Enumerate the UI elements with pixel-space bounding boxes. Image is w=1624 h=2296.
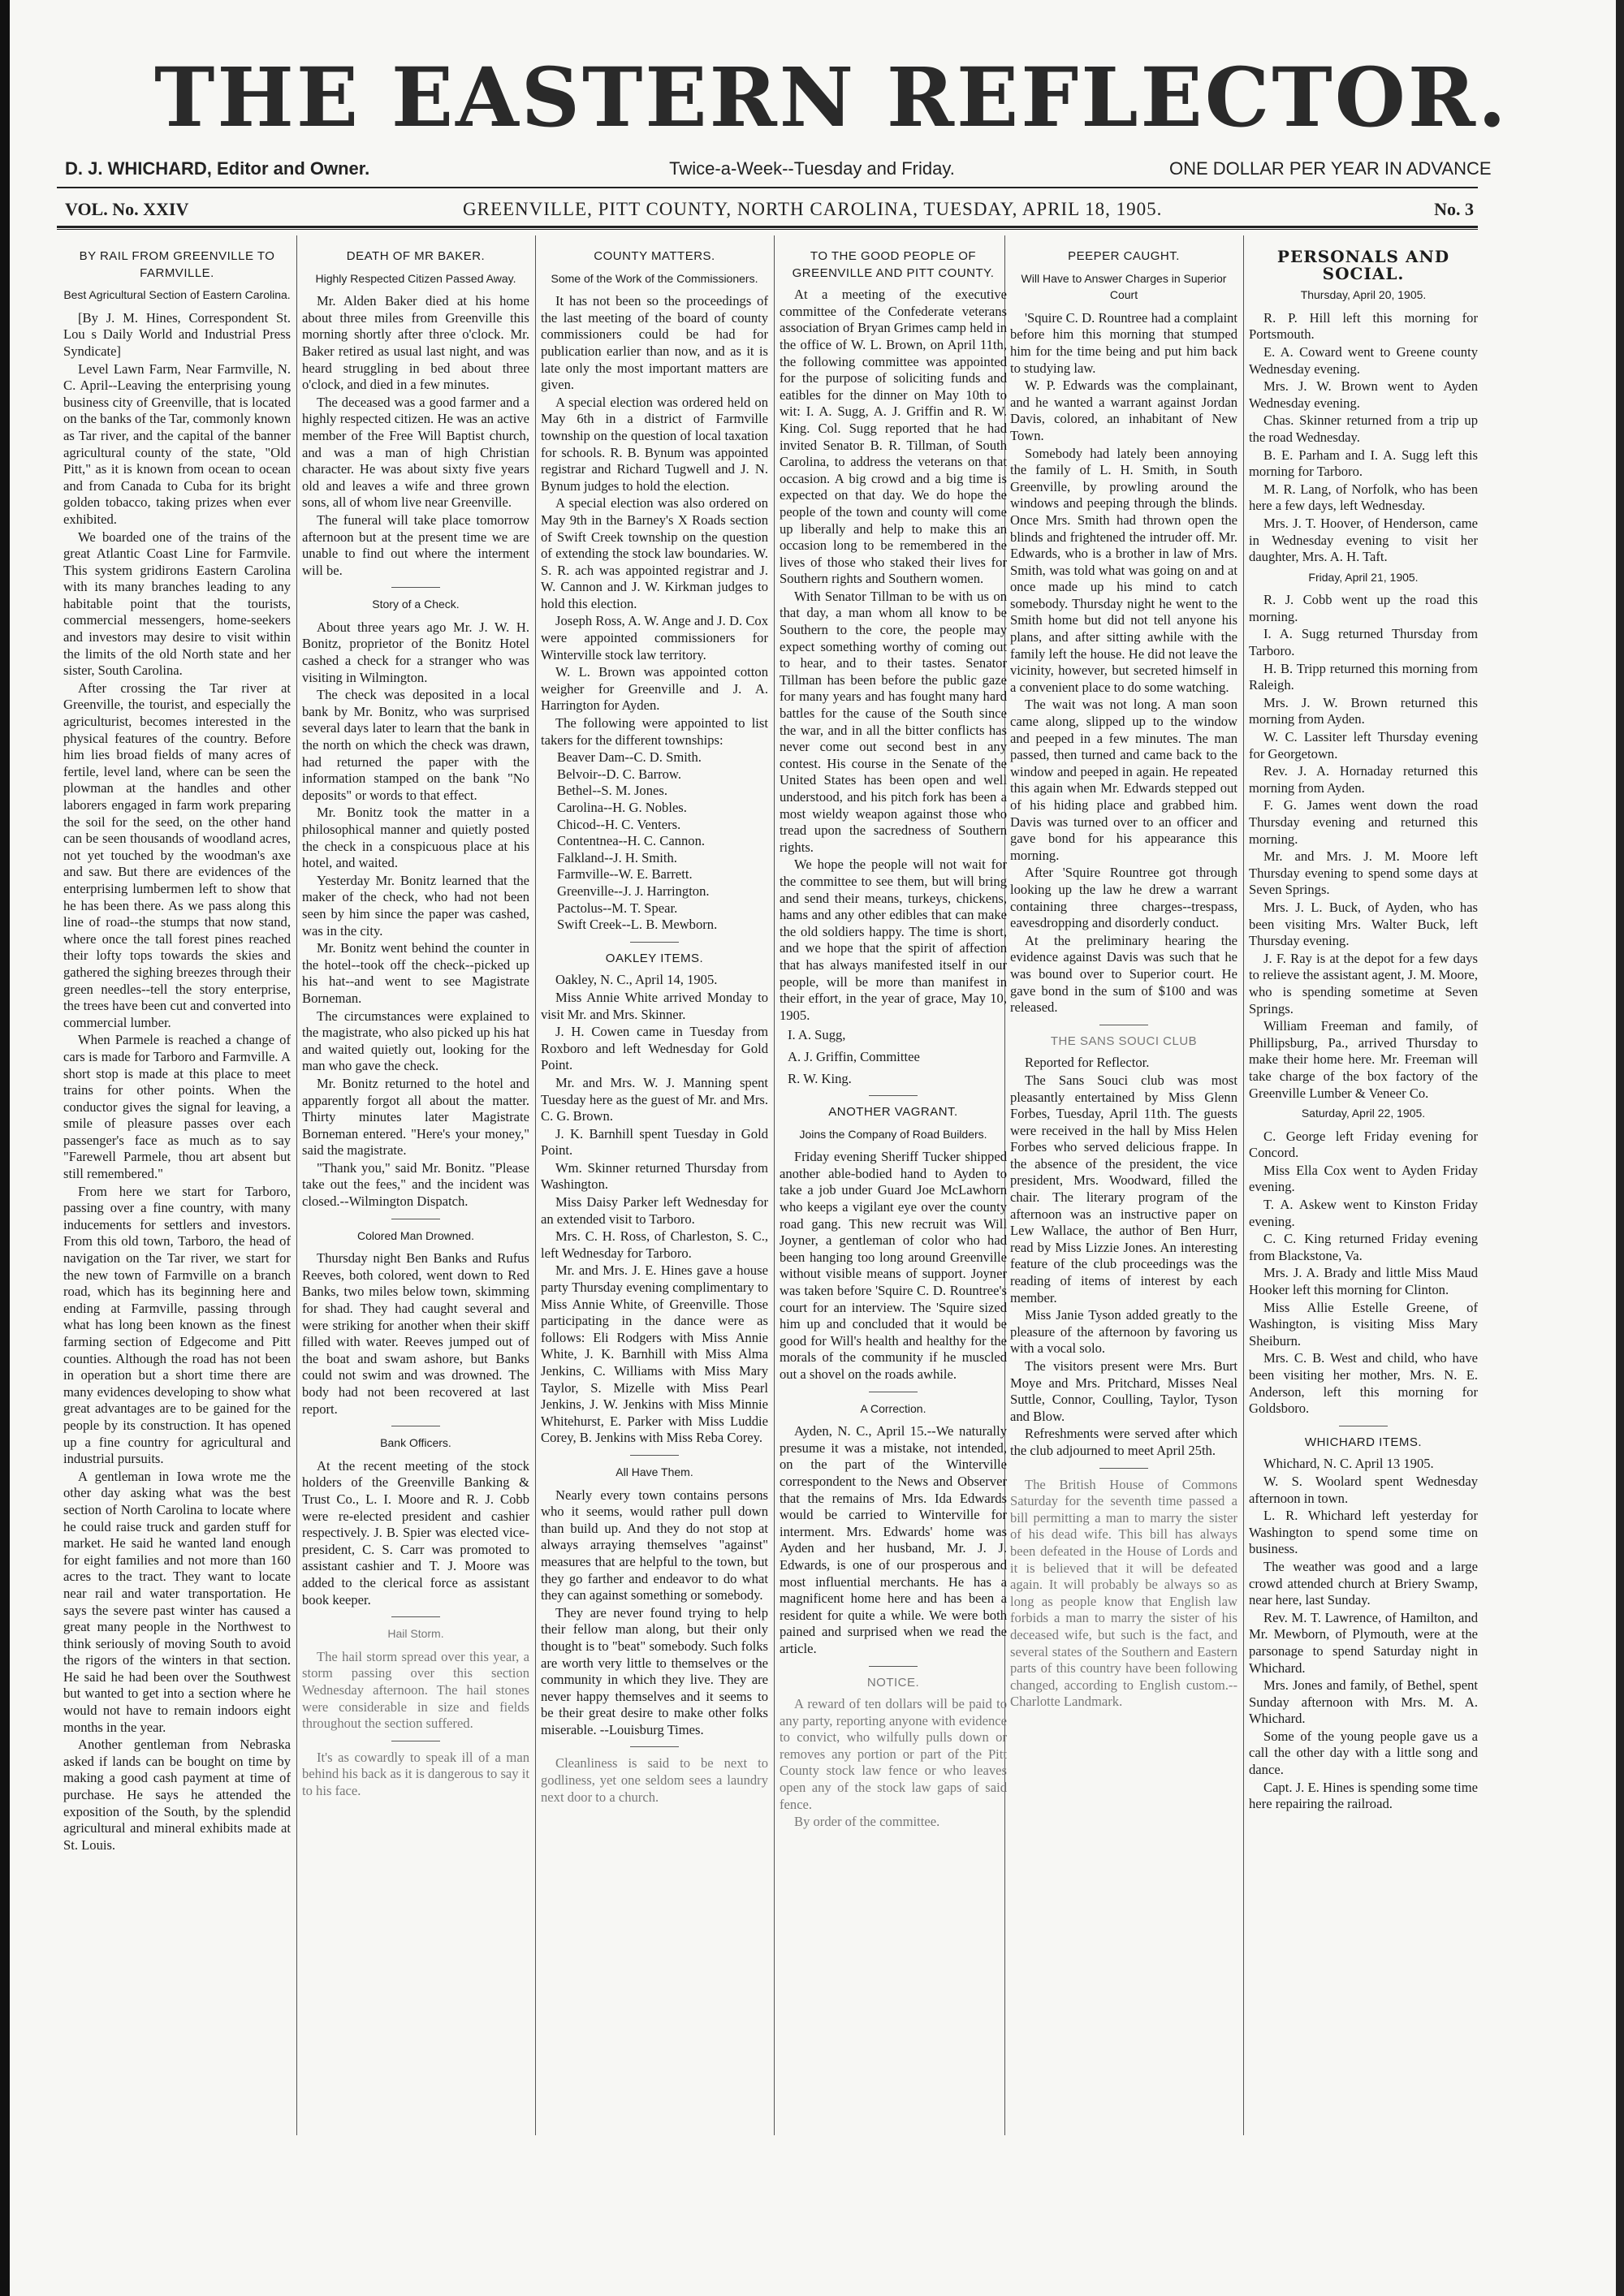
article-body: [1010, 310, 1237, 1016]
paragraph: Mrs. C. B. West and child, who have been visiting her mother, Mrs. N. E. Anderson, left this morning for Goldsboro.: [1249, 1350, 1478, 1417]
article-headline: BY RAIL FROM GREENVILLE TO FARMVILLE.: [79, 249, 275, 280]
column-rule: [296, 235, 297, 2135]
paragraph: C. George left Friday evening for Concord.: [1249, 1128, 1478, 1161]
paragraph: Chicod--H. C. Venters.: [557, 816, 681, 832]
article-headline: TO THE GOOD PEOPLE OF GREENVILLE AND PITT COUNTY.: [792, 249, 995, 280]
paragraph: By order of the committee.: [794, 1814, 940, 1830]
paragraph: The circumstances were explained to the magistrate, who also picked up his hat and waited quietly out, looking for the man who gave the check.: [302, 1008, 529, 1074]
issue-number: No. 3: [1434, 199, 1474, 219]
paragraph: W. S. Woolard spent Wednesday afternoon in town.: [1249, 1473, 1478, 1506]
separator: [869, 1666, 918, 1667]
article-body: [541, 1487, 768, 1739]
paragraph: F. G. James went down the road Thursday evening and returned this morning.: [1249, 797, 1478, 847]
paragraph: W. C. Lassiter left Thursday evening for Georgetown.: [1249, 729, 1478, 762]
paragraph: E. A. Coward went to Greene county Wednesday evening.: [1249, 343, 1478, 377]
paragraph: Mr. Bonitz went behind the counter in the hotel--took off the check--picked up his hat--and went to see Magistrate Borneman.: [302, 940, 529, 1006]
committee-signatures: [780, 1027, 1007, 1087]
paragraph: The weather was good and a large crowd attended church at Briery Swamp, near here, last Sunday.: [1249, 1558, 1478, 1608]
article-body: [780, 1423, 1007, 1657]
article-headline: ANOTHER VAGRANT.: [828, 1105, 958, 1120]
article-headline: NOTICE.: [866, 1675, 920, 1690]
paragraph: Ayden, N. C., April 15.--We naturally presume it was a mistake, not intended, on the part of the Winterville correspondent to the News and Observer that the remains of Mrs. Ida Edwards would be carried to Winterville for interment. Mrs. Edwards' home was Ayden and her husband, Mr. J. J. Edwards, is one of our prosperous and most influential merchants. He has a magnificent home here and has been a resident for quite a while. We were both pained and surprised when we read the article.: [780, 1423, 1007, 1656]
filler-text: It's as cowardly to speak ill of a man behind his back as it is dangerous to say it to his face.: [302, 1749, 529, 1798]
article-body: [780, 1149, 1007, 1383]
column-rule: [1243, 235, 1244, 2135]
paragraph: A special election was ordered held on May 6th in a district of Farmville township on the question of local taxation for schools. R. B. Bynum was appointed registrar and Richard Tugwell and J. N. Bynum judges to hold the election.: [541, 394, 768, 494]
paragraph: I. A. Sugg,: [788, 1027, 846, 1043]
article-subhead: Some of the Work of the Commissioners.: [551, 271, 758, 285]
paragraph: A reward of ten dollars will be paid to any party, reporting anyone with evidence to convict, who wilfully pulls down or removes any portion or part of the Pitt County stock law fence or who leaves open any of the stock law gaps of said fence.: [780, 1696, 1007, 1812]
paragraph: W. P. Edwards was the complainant, and he wanted a warrant against Jordan Davis, colored, an inhabitant of New Town.: [1010, 378, 1237, 443]
column-1: [63, 242, 291, 2134]
paragraph: Mrs. C. H. Ross, of Charleston, S. C., left Wednesday for Tarboro.: [541, 1228, 768, 1261]
subscription-price: ONE DOLLAR PER YEAR IN ADVANCE: [1169, 158, 1492, 179]
paragraph: R. P. Hill left this morning for Portsmouth.: [1249, 309, 1478, 343]
article-body: [780, 1696, 1007, 1831]
paragraph: About three years ago Mr. J. W. H. Bonitz, proprietor of the Bonitz Hotel cashed a check for a stranger who was visiting in Wilmington.: [302, 619, 529, 685]
paragraph: The check was deposited in a local bank by Mr. Bonitz, who was surprised several days later to learn that the bank in the north on which the check was drawn, had returned the paper with the information stamped on the bank "No deposits" or words to that effect.: [302, 687, 529, 803]
date-heading: Thursday, April 20, 1905.: [1300, 288, 1427, 302]
paragraph: Contentnea--H. C. Cannon.: [557, 833, 706, 849]
article-subhead: Joins the Company of Road Builders.: [799, 1127, 987, 1141]
paragraph: The hail storm spread over this year, a storm passing over this section Wednesday afternoon. The hail stones were considerable in size and fields throughout the section suffered.: [302, 1648, 529, 1732]
paragraph: After 'Squire Rountree got through looking up the law he drew a warrant containing three charges--trespass, eavesdropping and disorderly conduct.: [1010, 865, 1237, 931]
paragraph: From here we start for Tarboro, passing over a fine country, with many inducements for settlers and investors. From this old town, Tarboro, the head of navigation on the Tar river, we start for the new town of Farmville on a branch road, which has its beginning here and ending at Farmville, passing through what has long been known as the finest farming section of Edgecome and Pitt counties. Although the road has not been in operation but a short time there are many evidences developing to show what great advantages are to be gained for the people by its construction. It has opened up a fine country for agricultural and industrial pursuits.: [63, 1183, 291, 1467]
paragraph: Mrs. J. A. Brady and little Miss Maud Hooker left this morning for Clinton.: [1249, 1265, 1478, 1298]
paragraph: We boarded one of the trains of the great Atlantic Coast Line for Farmvile. This system gridirons Eastern Carolina with its many branches leading to any habitable point that the tourists, commercial messengers, home-seekers and investors may desire to visit within the limits of the old North state and her sister, South Carolina.: [63, 529, 291, 679]
article-body: [780, 287, 1007, 1024]
paragraph: Yesterday Mr. Bonitz learned that the maker of the check, who had not been seen by him since the paper was cashed, was in the city.: [302, 872, 529, 939]
personal-items: [1249, 592, 1478, 1102]
paragraph: Mrs. J. L. Buck, of Ayden, who has been visiting Mrs. Walter Buck, left Thursday evening.: [1249, 899, 1478, 949]
paragraph: Farmville--W. E. Barrett.: [557, 866, 693, 883]
article-body: [541, 972, 768, 1447]
paragraph: The funeral will take place tomorrow afternoon but at the present time we are unable to find out where the interment will be.: [302, 511, 529, 578]
paragraph: With Senator Tillman to be with us on that day, a man whom all know to be Southern to the core, the people may expect something worthy of coming out to hear, and to their tastes. Senator Tillman has been before the public gaze for many years and has fought many hard battles for the cause of the South since the war, and in all the bitter conflicts has never come out second best in any contest. His course in the Senate of the United States has been open and well understood, and his pitch fork has been a most wieldy weapon against those who tread upon the sacredness of Southern rights.: [780, 588, 1007, 855]
article-body: [63, 361, 291, 1854]
paragraph: J. F. Ray is at the depot for a few days to relieve the assistant agent, J. M. Moore, who is spending sometime at Seven Springs.: [1249, 950, 1478, 1016]
paragraph: 'Squire C. D. Rountree had a complaint before him this morning that stumped him for the time being and put him back to studying law.: [1010, 309, 1237, 376]
separator: [630, 942, 679, 943]
article-headline: OAKLEY ITEMS.: [605, 951, 704, 965]
paragraph: W. L. Brown was appointed cotton weigher for Greenville and J. A. Harrington for Ayden.: [541, 664, 768, 714]
volume-number: VOL. No. XXIV: [65, 199, 189, 219]
paragraph: Belvoir--D. C. Barrow.: [557, 766, 681, 782]
article-headline: Hail Storm.: [387, 1627, 444, 1641]
article-headline: Bank Officers.: [380, 1436, 451, 1450]
article-headline: THE SANS SOUCI CLUB: [1050, 1034, 1198, 1048]
dateline-rule-thin: [57, 229, 1478, 230]
article-headline: All Have Them.: [615, 1465, 693, 1478]
byline: [By J. M. Hines, Correspondent St. Lou s Daily World and Industrial Press Syndicate]: [63, 309, 291, 359]
column-3: [541, 242, 768, 2134]
date-heading: Friday, April 21, 1905.: [1308, 570, 1419, 584]
column-6: [1249, 242, 1478, 2134]
paragraph: The visitors present were Mrs. Burt Moye and Mrs. Pritchard, Misses Neal Suttle, Connor, Coulling, Taylor, Tyson and Blow.: [1010, 1358, 1237, 1424]
paragraph: Mr. and Mrs. J. M. Moore left Thursday evening to spend some days at Seven Springs.: [1249, 848, 1478, 898]
article-subhead: Highly Respected Citizen Passed Away.: [315, 271, 516, 285]
date-heading: Saturday, April 22, 1905.: [1301, 1107, 1426, 1120]
paragraph: The wait was not long. A man soon came along, slipped up to the window and peeped in a few minutes. The man passed, then turned and came back to the window and peeped in again. He repeated this again when Mr. Edwards stepped out of his hiding place and grabbed him. Davis was turned over to an officer and gave bond for his appearance this morning.: [1010, 697, 1237, 863]
paragraph: Level Lawn Farm, Near Farmville, N. C. April--Leaving the enterprising young business city of Greenville, that is located on the banks of the Tar, commonly known as Tar river, and the capital of the banner agricultural county of the state, "Old Pitt," as it is known from ocean to ocean and from Canada to Cuba for its bright golden tobacco, taking prizes when ever exhibited.: [63, 360, 291, 527]
paragraph: Somebody had lately been annoying the family of L. H. Smith, in South Greenville, by prowling around the windows and peeping through the blinds. Once Mrs. Smith had thrown open the blinds and frightened the intruder off. Mr. Edwards, who is a brother in law of Mrs. Smith, was told what was going on and at once made up his mind to catch somebody. Thursday night he went to the Smith home but did not tell anyone his plans, and after sitting awhile with the family left the house. He did not leave the vicinity, however, but secreted himself in a convenient place to do some watching.: [1010, 445, 1237, 695]
article-headline: PEEPER CAUGHT.: [1068, 249, 1180, 263]
paragraph: A. J. Griffin, Committee: [788, 1048, 920, 1064]
paragraph: The Sans Souci club was most pleasantly entertained by Miss Glenn Forbes, Tuesday, April 11th. The guests were received in the hall by Miss Helen Forbes who served delicious frappe. In the absence of the president, the vice president, Mrs. Woodward, filled the chair. The literary program of the afternoon was an instructive paper on Lew Wallace, the author of Ben Hurr, read by Miss Lizzie Jones. An interesting feature of the club proceedings was the reading of items of interest by each member.: [1010, 1072, 1237, 1306]
article-body: [302, 619, 529, 1211]
paragraph: Miss Daisy Parker left Wednesday for an extended visit to Tarboro.: [541, 1194, 768, 1227]
paragraph: We hope the people will not wait for the committee to see them, but will bring and send their means, turkeys, chickens, hams and any other edibles that can make the old soldiers happy. The time is short, and we hope that the spirit of affection that has always manifested itself in our people, will be more than manifest in their effort, in the year of grace, May 10, 1905.: [780, 857, 1007, 1023]
separator: [391, 587, 440, 588]
column-2: [302, 242, 529, 2134]
paragraph: J. K. Barnhill spent Tuesday in Gold Point.: [541, 1125, 768, 1159]
paragraph: Whichard, N. C. April 13 1905.: [1263, 1456, 1434, 1472]
paragraph: "Thank you," said Mr. Bonitz. "Please take out the fees," and the incident was closed.--Wilmington Dispatch.: [302, 1159, 529, 1210]
paragraph: At the recent meeting of the stock holders of the Greenville Banking & Trust Co., L. I. Moore and R. J. Cobb were re-elected president and cashier respectively. J. B. Spier was elected vice-president, C. S. Carr was promoted to assistant cashier and T. J. Moore was added to the clerical force as assistant book keeper.: [302, 1457, 529, 1608]
paragraph: Some of the young people gave us a call the other day with a little song and dance.: [1249, 1728, 1478, 1778]
filler-text: The British House of Commons Saturday for the seventh time passed a bill permitting a man to marry the sister of his dead wife. This bill has always been defeated in the House of Lords and it is believed that it will be defeated again. It will probably be always so as long as people know that English law forbids a man to marry the sister of his deceased wife, but such is the fact, and several states of the Southern and Eastern parts of this country have been following changed, according to English custom.--Charlotte Landmark.: [1010, 1476, 1237, 1710]
personal-items: [1249, 310, 1478, 566]
paragraph: Mrs. J. T. Hoover, of Henderson, came in Wednesday evening to visit her daughter, Mrs. A. H. Taft.: [1249, 515, 1478, 565]
paragraph: Wm. Skinner returned Thursday from Washington.: [541, 1159, 768, 1193]
paragraph: R. J. Cobb went up the road this morning.: [1249, 592, 1478, 624]
paragraph: Bethel--S. M. Jones.: [557, 783, 667, 799]
paragraph: Thursday night Ben Banks and Rufus Reeves, both colored, went down to Red Banks, two miles below town, skimming for shad. They had caught several and were striking for another when their skiff filled with water. Reeves jumped out of the boat and swam ashore, but Banks could not swim and was drowned. The body had not been recovered at last report.: [302, 1250, 529, 1417]
paragraph: Capt. J. E. Hines is spending some time here repairing the railroad.: [1249, 1779, 1478, 1812]
separator: [1099, 1468, 1148, 1469]
article-headline: DEATH OF MR BAKER.: [346, 249, 486, 263]
paragraph: M. R. Lang, of Norfolk, who has been here a few days, left Wednesday.: [1249, 481, 1478, 514]
paragraph: At a meeting of the executive committee of the Confederate veterans association of Bryan Grimes camp held in the office of W. L. Brown, on April 11th, the following committee was appointed for the purpose of soliciting funds and eatibles for the dinner on May 10th to wit: I. A. Sugg, A. J. Griffin and R. W. King. Col. Sugg reported that he had invited Senator B. R. Tillman, of South Carolina, to address the veterans on that occasion. A big crowd and a big time is expected on that day. We do hope the people of the town and county will come up liberally and help to make this an occasion long to be remembered in the lives of those who staked their lives for Southern rights and Southern women.: [780, 287, 1007, 587]
publication-schedule: Twice-a-Week--Tuesday and Friday.: [669, 158, 955, 179]
paragraph: Rev. M. T. Lawrence, of Hamilton, and Mr. Mewborn, of Plymouth, were at the parsonage to spend Saturday night in Whichard.: [1249, 1609, 1478, 1676]
paragraph: Mr. Alden Baker died at his home about three miles from Greenville this morning shortly after three o'clock. Mr. Baker retired as usual last night, and was heard struggling in bed about three o'clock, and died in a few minutes.: [302, 293, 529, 393]
paragraph: J. H. Cowen came in Tuesday from Roxboro and left Wednesday for Gold Point.: [541, 1024, 768, 1073]
article-headline: A Correction.: [860, 1401, 926, 1415]
article-subhead: Will Have to Answer Charges in Superior Court: [1021, 271, 1227, 302]
paragraph: Mr. and Mrs. W. J. Manning spent Tuesday here as the guest of Mr. and Mrs. C. G. Brown.: [541, 1074, 768, 1124]
paragraph: Beaver Dam--C. D. Smith.: [557, 749, 702, 766]
paragraph: Chas. Skinner returned from a trip up the road Wednesday.: [1249, 412, 1478, 445]
paragraph: B. E. Parham and I. A. Sugg left this morning for Tarboro.: [1249, 447, 1478, 480]
column-rule: [535, 235, 536, 2135]
paragraph: L. R. Whichard left yesterday for Washington to spend some time on business.: [1249, 1508, 1478, 1557]
separator: [391, 1616, 440, 1617]
township-list: [541, 749, 768, 934]
paragraph: Miss Annie White arrived Monday to visit Mr. and Mrs. Skinner.: [541, 989, 768, 1022]
paragraph: Mrs. Jones and family, of Bethel, spent Sunday afternoon with Mrs. M. A. Whichard.: [1249, 1677, 1478, 1727]
paragraph: R. W. King.: [788, 1070, 852, 1086]
article-body: [302, 1458, 529, 1608]
paragraph: The following were appointed to list takers for the different townships:: [541, 715, 768, 748]
paragraph: Nearly every town contains persons who it seems, would rather pull down than build up. And they do not stop at always arraying themselves "against" measures that are helpful to the town, but they go farther and endeavor to do what they can against something or somebody.: [541, 1487, 768, 1603]
paragraph: It has not been so the proceedings of the last meeting of the board of county commissioners could be had for publication earlier than now, and as it is late only the most important matters are given.: [541, 293, 768, 393]
paragraph: Falkland--J. H. Smith.: [557, 849, 677, 865]
scan-right-edge-shadow: [1616, 0, 1624, 2296]
paragraph: Mrs. J. W. Brown returned this morning from Ayden.: [1249, 694, 1478, 727]
paragraph: The deceased was a good farmer and a highly respected citizen. He was an active member of the Free Will Baptist church, and was a man of high Christian character. He was about sixty five years old and leaves a wife and three grown sons, all of whom live near Greenville.: [302, 394, 529, 511]
article-headline: WHICHARD ITEMS.: [1304, 1435, 1423, 1449]
paragraph: Mr. and Mrs. J. E. Hines gave a house party Thursday evening complimentary to Miss Annie White, of Greenville. Those participating in the dance were as follows: Eli Rodgers with Miss Annie White, J. K. Barnhill with Miss Alma Jenkins, C. Williams with Miss Mary Taylor, S. Mizelle with Miss Pearl Jenkins, J. W. Jenkins with Miss Minnie Whitehurst, E. Parker with Miss Luddie Corey, B. Jenkins with Miss Reba Corey.: [541, 1262, 768, 1446]
paragraph: At the preliminary hearing the evidence against Davis was such that he was bound over to Superior court. He gave bond in the sum of $100 and was released.: [1010, 932, 1237, 1016]
column-rule: [774, 235, 775, 2135]
paragraph: Swift Creek--L. B. Mewborn.: [557, 917, 718, 933]
article-headline: Story of a Check.: [372, 598, 460, 611]
article-body: [1010, 1055, 1237, 1459]
article-subhead: Best Agricultural Section of Eastern Carolina.: [63, 288, 291, 302]
paragraph: William Freeman and family, of Phillipsburg, Pa., arrived Thursday to make their home here. Mr. Freeman will take charge of the box factory of the Greenville Lumber & Veneer Co.: [1249, 1018, 1478, 1101]
article-body: [302, 1649, 529, 1733]
dateline-rule-thick: [57, 226, 1478, 228]
header-rule: [57, 187, 1478, 188]
article-headline: Colored Man Drowned.: [357, 1228, 474, 1242]
paragraph: They are never found trying to help their fellow man along, but their only thought is to "beat" somebody. Such folks are worth very little to themselves or the community in which they live. They are never happy themselves and it seems to be their great desire to make other folks miserable. --Louisburg Times.: [541, 1604, 768, 1737]
paragraph: Friday evening Sheriff Tucker shipped another able-bodied hand to Ayden to take a job under Guard Joe McLawhorn who keeps a vigilant eye over the county road gang. This new recruit was Will Joyner, a gentleman of color who had been hanging too long around Greenville without visible means of support. Joyner was taken before 'Squire C. D. Rountree's court for an interview. The 'Squire sized him up and concluded that it would be good for Will's health and healthy for the morals of the community if he muscled out a shovel on the roads awhile.: [780, 1149, 1007, 1382]
editor-line: D. J. WHICHARD, Editor and Owner.: [65, 158, 370, 179]
paragraph: Another gentleman from Nebraska asked if lands can be bought on time by making a good cash payment at time of purchase. He says he attended the exposition of the South, by the splendid agricultural and mineral exhibits made at St. Louis.: [63, 1737, 291, 1853]
paragraph: Refreshments were served after which the club adjourned to meet April 25th.: [1010, 1426, 1237, 1458]
filler-text: Cleanliness is said to be next to godliness, yet one seldom sees a laundry next door to a church.: [541, 1755, 768, 1805]
paragraph: T. A. Askew went to Kinston Friday evening.: [1249, 1197, 1478, 1229]
paragraph: Mrs. J. W. Brown went to Ayden Wednesday evening.: [1249, 378, 1478, 411]
paragraph: After crossing the Tar river at Greenville, the tourist, and especially the agriculturist, becomes interested in the physical features of the country. Before him lies broad fields of many acres of fertile, level land, where can be seen the plowman at the handles and other laborers engaged in farm work preparing the soil for the seed, on the other hand can be seen thousands of woodland acres, not yet touched by the woodman's axe and saw. But there are evidences of the enterprising lumbermen left to show that he has been there. As we pass along this line of road--the stumps that now stand, where once the tall forest pines reached their lofty tops towards the skies and gathered the sighing breezes through their green needles--tell the story enterprise, the trees have been cut and converted into commercial lumber.: [63, 680, 291, 1030]
section-headline: PERSONALS AND SOCIAL.: [1276, 247, 1450, 283]
separator: [630, 1455, 679, 1456]
article-headline: COUNTY MATTERS.: [594, 249, 715, 263]
paragraph: C. C. King returned Friday evening from Blackstone, Va.: [1249, 1231, 1478, 1263]
paragraph: H. B. Tripp returned this morning from Raleigh.: [1249, 660, 1478, 693]
paragraph: Rev. J. A. Hornaday returned this morning from Ayden.: [1249, 763, 1478, 796]
paragraph: When Parmele is reached a change of cars is made for Tarboro and Farmville. A short stop is made at this place to meet trains for other points. When the conductor gives the signal for leaving, a smile of pleasure passes over each passenger's face as much as to say "Farewell Parmele, thou art absent but still remembered.": [63, 1032, 291, 1182]
column-4: [780, 242, 1007, 2134]
article-body: [541, 293, 768, 749]
paragraph: I. A. Sugg returned Thursday from Tarboro.: [1249, 626, 1478, 659]
separator: [869, 1095, 918, 1096]
paragraph: Miss Ella Cox went to Ayden Friday evening.: [1249, 1162, 1478, 1195]
paragraph: Mr. Bonitz took the matter in a philosophical manner and quietly posted the check in a conspicuous place at his hotel, and waited.: [302, 805, 529, 871]
dateline: GREENVILLE, PITT COUNTY, NORTH CAROLINA, TUESDAY, APRIL 18, 1905.: [463, 199, 1163, 219]
paragraph: Greenville--J. J. Harrington.: [557, 883, 710, 899]
paragraph: Miss Janie Tyson added greatly to the pleasure of the afternoon by favoring us with a vocal solo.: [1010, 1307, 1237, 1357]
paragraph: Reported for Reflector.: [1025, 1055, 1150, 1071]
article-body: [1249, 1456, 1478, 1812]
paragraph: Mr. Bonitz returned to the hotel and apparently forgot all about the matter. Thirty minutes later Magistrate Borneman entered. "Here's your money," said the magistrate.: [302, 1075, 529, 1159]
article-body: [302, 293, 529, 579]
article-body: [302, 1250, 529, 1418]
paragraph: Miss Allie Estelle Greene, of Washington, is visiting Miss Mary Sheiburn.: [1249, 1299, 1478, 1349]
paragraph: Joseph Ross, A. W. Ange and J. D. Cox were appointed commissioners for Winterville stock law territory.: [541, 613, 768, 662]
paragraph: Pactolus--M. T. Spear.: [557, 900, 678, 916]
paragraph: Carolina--H. G. Nobles.: [557, 800, 687, 815]
masthead: THE EASTERN REFLECTOR.: [154, 50, 1509, 145]
paragraph: A gentleman in Iowa wrote me the other day asking what was the best section of North Carolina to locate where he could raise truck and garden stuff for market. He said he wanted land enough for eight families and not more than 160 acres to the tract. They want to locate near rail and water transportation. He says the severe past winter has caused a great many people in the Northwest to think seriously of moving South to avoid the rigors of the winters in that section. He said he had been over the Southwest but wanted to get into a section where he would not have to remain indoors eight months in the year.: [63, 1468, 291, 1735]
paragraph: Oakley, N. C., April 14, 1905.: [555, 972, 718, 988]
separator: [630, 1746, 679, 1747]
column-5: [1010, 242, 1237, 2134]
personal-items: [1249, 1129, 1478, 1418]
scan-left-edge-shadow: [0, 0, 10, 2296]
paragraph: A special election was also ordered on May 9th in the Barney's X Roads section of Swift Creek township on the question of extending the stock law boundaries. W. S. R. ach was appointed registrar and J. W. Cannon and J. W. Kirkman judges to hold this election.: [541, 495, 768, 611]
